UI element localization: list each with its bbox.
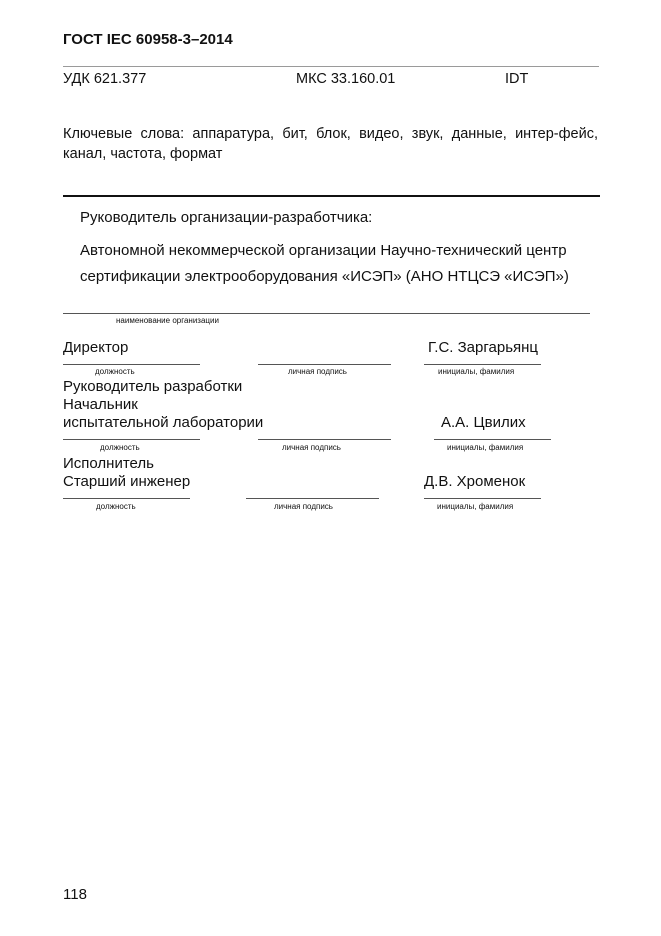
signer-2-position-line: [63, 439, 200, 440]
signer-1-position-caption: должность: [95, 367, 135, 376]
keywords-paragraph: Ключевые слова: аппаратура, бит, блок, видео, звук, данные, интер-фейс, канал, частота, формат: [63, 126, 598, 162]
signer-1-name-caption: инициалы, фамилия: [438, 367, 515, 376]
signer-3-position: Старший инженер: [63, 473, 191, 490]
signer-2-role: Руководитель разработки: [63, 378, 243, 395]
signer-1-position: Директор: [63, 339, 129, 356]
signer-2-signature-caption: личная подпись: [282, 443, 341, 452]
section-divider: [63, 195, 600, 197]
page-number: 118: [63, 886, 87, 903]
equivalence-degree: IDT: [505, 71, 529, 87]
organization-caption: наименование организации: [116, 316, 219, 325]
signer-3-signature-line: [246, 498, 379, 499]
signer-3-position-line: [63, 498, 190, 499]
signer-2-position-line-1: Начальник: [63, 396, 138, 413]
signer-2-name: А.А. Цвилих: [441, 414, 526, 431]
organization-name-line-2: сертификации электрооборудования «ИСЭП» (АНО НТЦСЭ «ИСЭП»): [80, 268, 569, 285]
signer-2-position-line-2: испытательной лаборатории: [63, 414, 264, 431]
mks-code: МКС 33.160.01: [296, 71, 396, 87]
organization-name-line-1: Автономной некоммерческой организации Научно-технический центр: [80, 242, 567, 259]
udk-code: УДК 621.377: [63, 71, 147, 87]
signer-3-name-caption: инициалы, фамилия: [437, 502, 514, 511]
document-standard-title: ГОСТ IEC 60958-3–2014: [63, 31, 233, 48]
signer-1-signature-line: [258, 364, 391, 365]
signer-2-name-line: [434, 439, 551, 440]
header-divider: [63, 66, 599, 67]
signer-1-signature-caption: личная подпись: [288, 367, 347, 376]
signer-2-name-caption: инициалы, фамилия: [447, 443, 524, 452]
organization-heading: Руководитель организации-разработчика:: [80, 209, 373, 226]
signer-1-name-line: [424, 364, 541, 365]
signer-3-role: Исполнитель: [63, 455, 154, 472]
signer-1-name: Г.С. Заргарьянц: [428, 339, 539, 356]
signer-3-signature-caption: личная подпись: [274, 502, 333, 511]
signer-3-name: Д.В. Хроменок: [424, 473, 526, 490]
signer-3-name-line: [424, 498, 541, 499]
signer-1-position-line: [63, 364, 200, 365]
signer-3-position-caption: должность: [96, 502, 136, 511]
signer-2-position-caption: должность: [100, 443, 140, 452]
signer-2-signature-line: [258, 439, 391, 440]
organization-name-underline: [63, 313, 590, 314]
